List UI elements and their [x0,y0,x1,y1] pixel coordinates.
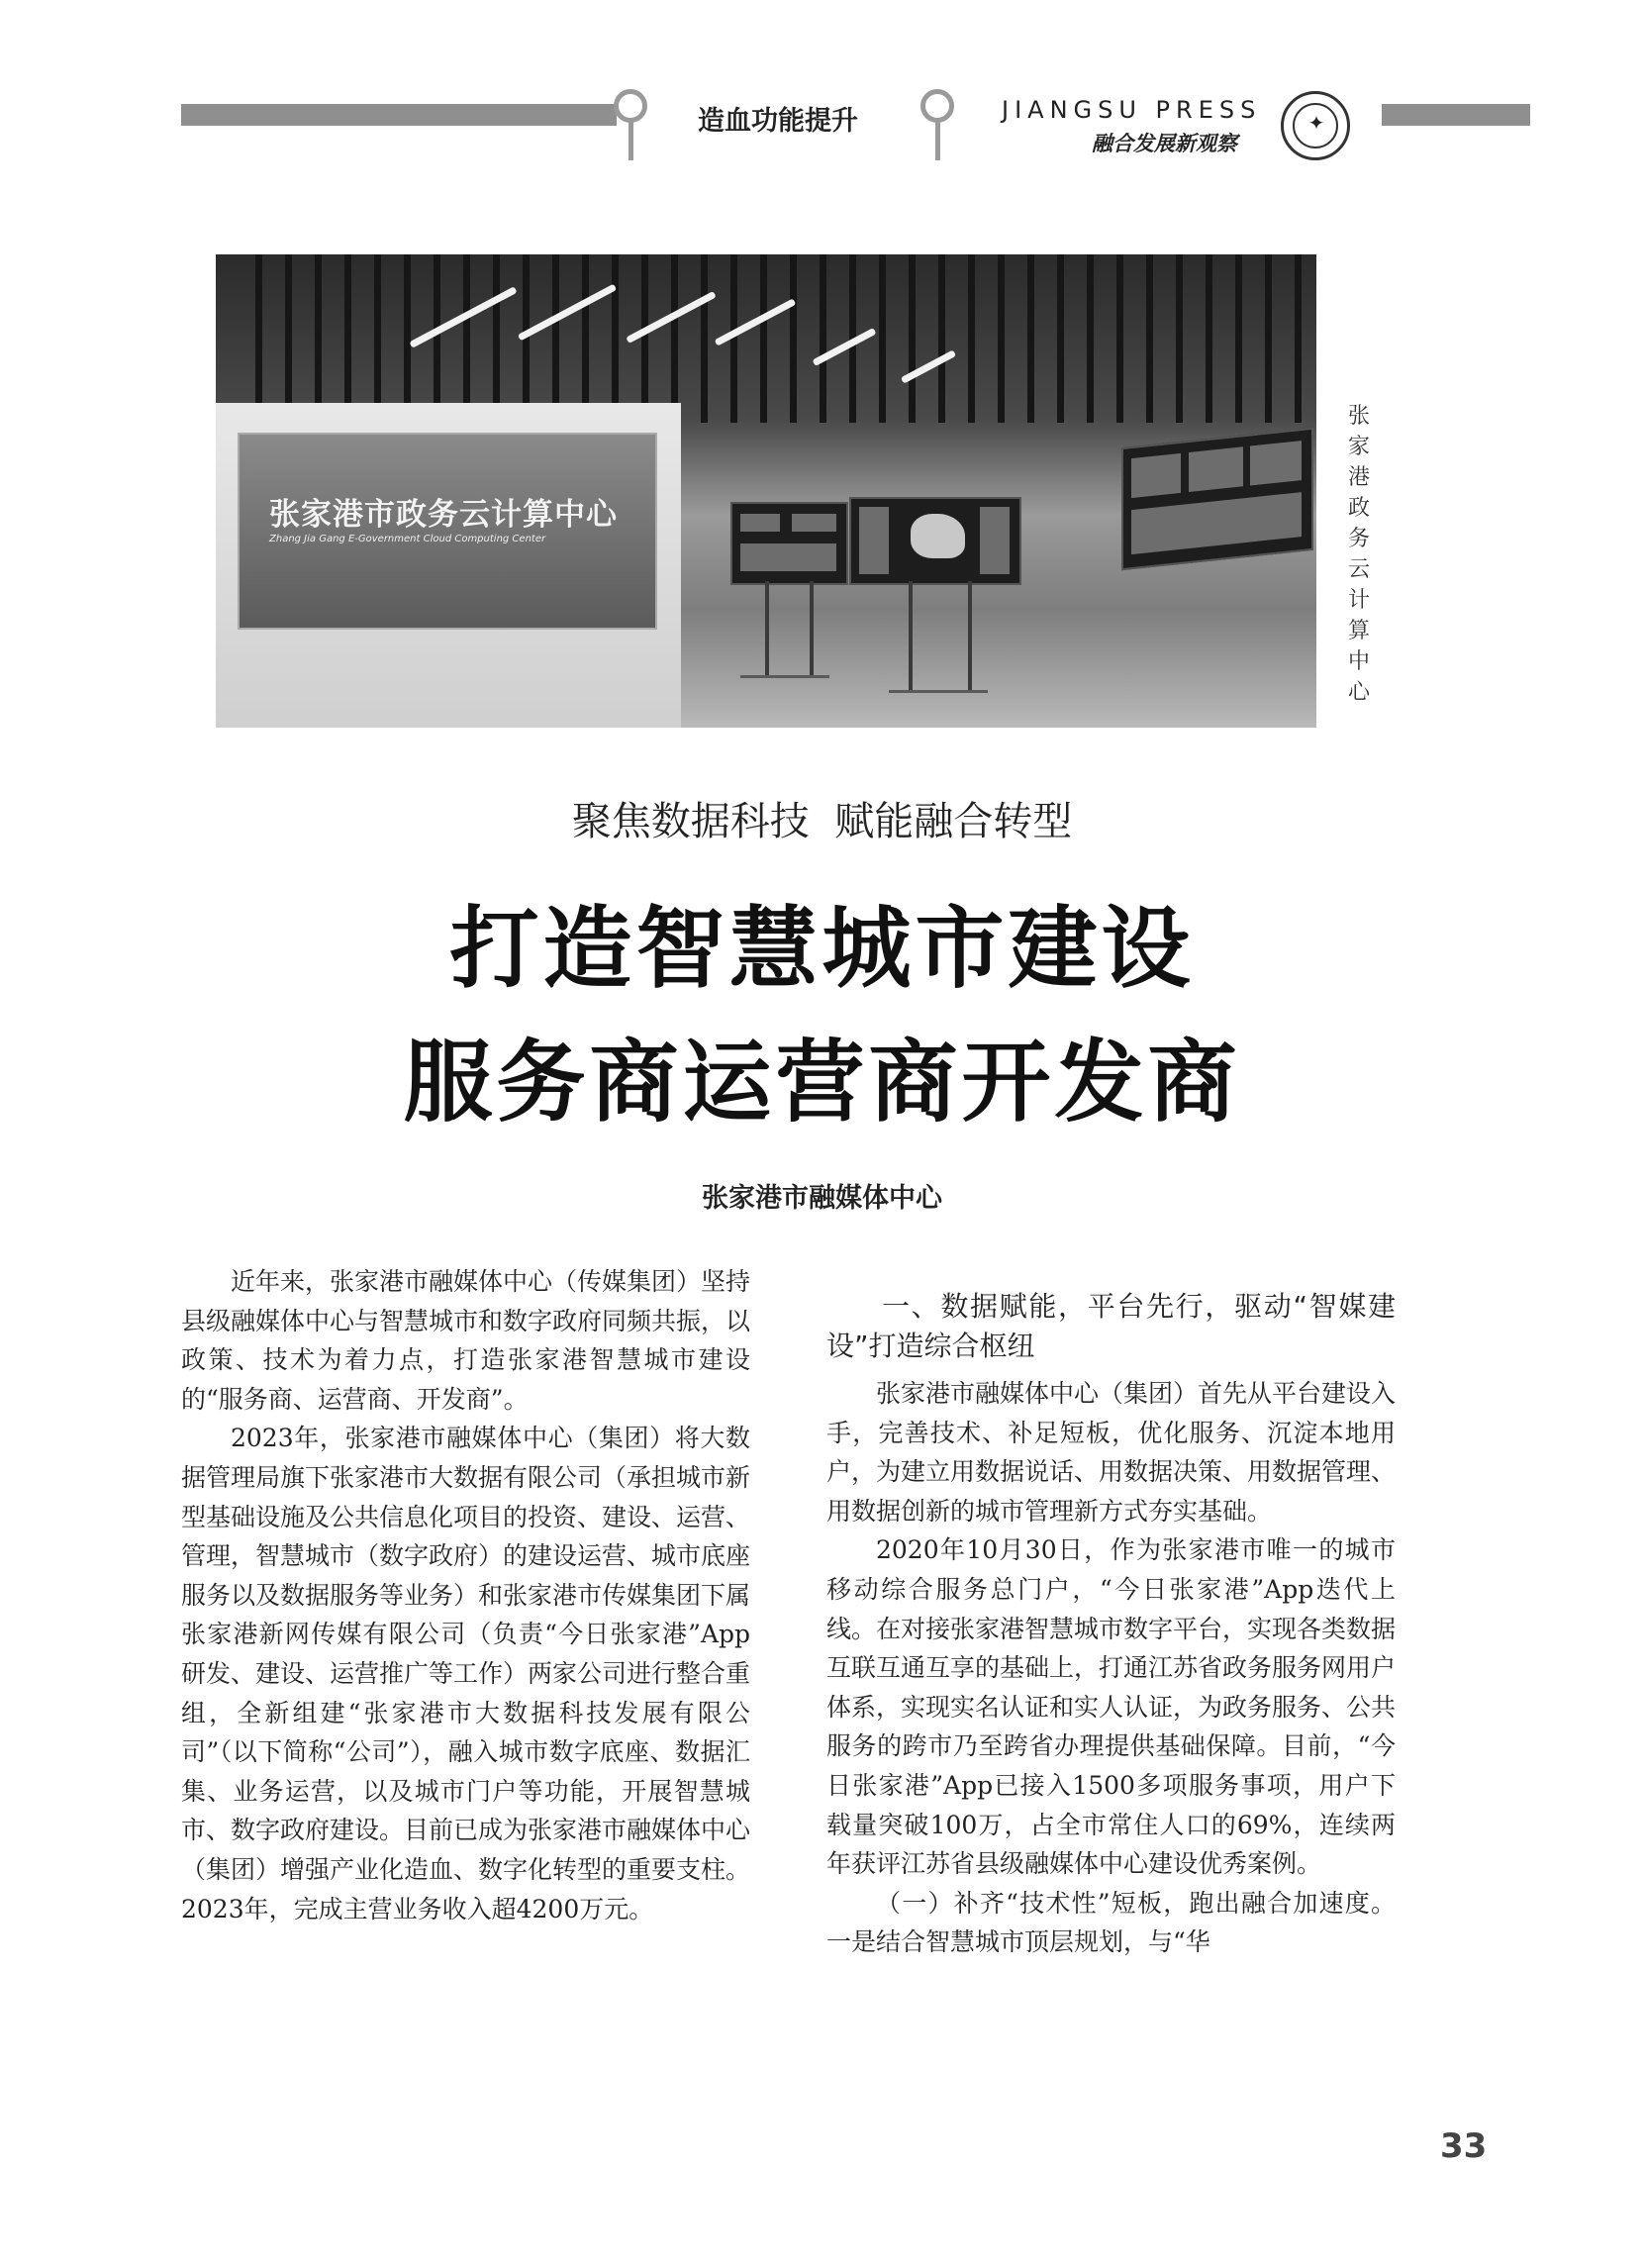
paragraph: 2023年，张家港市融媒体中心（集团）将大数据管理局旗下张家港市大数据有限公司（承担城市新型基础设施及公共信息化项目的投资、建设、运营、管理，智慧城市（数字政府）的建设运营、城市底座服务以及数据服务等业务）和张家港市传媒集团下属张家港新网传媒有限公司（负责“今日张家港”App研发、建设、运营推广等工作）两家公司进行整合重组，全新组建“张家港市大数据科技发展有限公司”（以下简称“公司”），融入城市数字底座、数据汇集、业务运营，以及城市门户等功能，开展智慧城市、数字政府建设。目前已成为张家港市融媒体中心（集团）增强产业化造血、数字化转型的重要支柱。2023年，完成主营业务收入超4200万元。 [181,1424,751,1923]
brand-english: JIANGSU PRESS [1002,96,1262,124]
photo-screen-center [849,497,1021,585]
pin-icon-right-stem [935,119,940,160]
article-title-line1: 打造智慧城市建设 [449,897,1195,1001]
article-title-line2: 服务商运营商开发商 [403,1031,1241,1134]
article-column-left [181,1262,750,1928]
page-number: 33 [1440,2126,1488,2166]
photo-screen-wall [1121,428,1313,570]
article-photo [216,254,1316,728]
pin-icon-right [920,89,954,123]
seal-inner-ring [1293,103,1338,148]
section-heading: 一、数据赋能，平台先行，驱动“智媒建设”打造综合枢纽 [826,1290,1396,1362]
seal-logo-icon [1281,91,1350,160]
article-author: 张家港市融媒体中心 [702,1183,942,1214]
pin-icon-left-stem [629,119,633,160]
article-column-right [826,1287,1396,1962]
photo-sign-english: Zhang Jia Gang E-Government Cloud Computing Center [269,534,546,544]
paragraph: 近年来，张家港市融媒体中心（传媒集团）坚持县级融媒体中心与智慧城市和数字政府同频共振，以政策、技术为着力点，打造张家港智慧城市建设的“服务商、运营商、开发商”。 [181,1267,751,1414]
photo-screen-left [730,502,848,585]
header-bar-left [181,104,617,126]
photo-caption: 张家港政务云计算中心 [1347,404,1370,705]
article-subtitle: 聚焦数据科技 赋能融合转型 [571,799,1073,844]
header-bar-right [1382,104,1530,126]
section-label: 造血功能提升 [698,106,858,137]
paragraph: （一）补齐“技术性”短板，跑出融合加速度。一是结合智慧城市顶层规划，与“华 [826,1888,1396,1957]
photo-sign-text: 张家港市政务云计算中心 [269,497,618,533]
paragraph: 张家港市融媒体中心（集团）首先从平台建设入手，完善技术、补足短板，优化服务、沉淀本地用户，为建立用数据说话、用数据决策、用数据管理、用数据创新的城市管理新方式夯实基础。 [826,1379,1397,1526]
seal-mark-icon: ✦ [1307,111,1325,135]
paragraph: 2020年10月30日，作为张家港市唯一的城市移动综合服务总门户，“今日张家港”App迭代上线。在对接张家港智慧城市数字平台，实现各类数据互联互通互享的基础上，打通江苏省政务服务网用户体系，实现实名认证和实人认证，为政务服务、公共服务的跨市乃至跨省办理提供基础保障。目前，“今日张家港”App已接入1500多项服务事项，用户下载量突破100万，占全市常住人口的69%，连续两年获评江苏省县级融媒体中心建设优秀案例。 [826,1535,1397,1879]
photo-sign-board [238,433,657,630]
brand-chinese: 融合发展新观察 [1092,131,1237,155]
pin-icon-left [614,89,647,123]
